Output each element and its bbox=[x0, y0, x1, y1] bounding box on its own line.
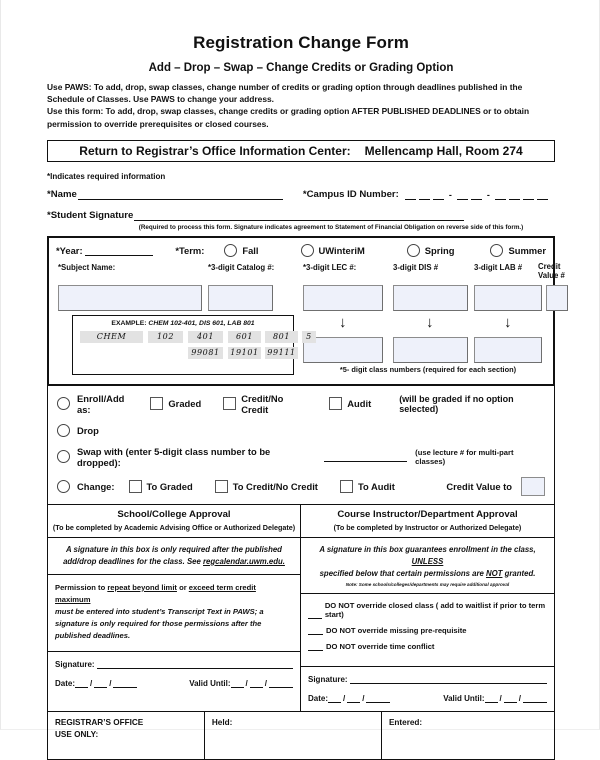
override-blank[interactable] bbox=[308, 610, 322, 619]
change-option-to-audit[interactable] bbox=[340, 480, 395, 493]
enroll-default-note: (will be graded if no option selected) bbox=[399, 393, 514, 414]
radio-icon-swap[interactable] bbox=[57, 450, 70, 463]
enroll-option-credit-no-credit[interactable] bbox=[223, 393, 307, 415]
example-lab-class-number: 99111 bbox=[265, 347, 298, 359]
school-approval-header bbox=[48, 505, 300, 538]
column-header-dis: 3-digit DIS # bbox=[393, 262, 439, 272]
id-digit[interactable] bbox=[523, 190, 534, 200]
override-label: DO NOT override closed class ( add to waitlist if prior to term start) bbox=[324, 600, 546, 619]
example-grid bbox=[78, 331, 312, 365]
override-label: DO NOT override missing pre-requisite bbox=[326, 625, 467, 635]
registrar-office-row bbox=[47, 712, 555, 760]
radio-icon[interactable] bbox=[407, 244, 420, 257]
lec-number-field[interactable] bbox=[303, 285, 383, 311]
radio-icon[interactable] bbox=[224, 244, 237, 257]
school-date-month[interactable] bbox=[75, 679, 88, 688]
example-dis-class-number: 19101 bbox=[228, 347, 261, 359]
permission-text-part3: must be entered into student’s Transcript Text in PAWS; a signature is only required for those permissions after the published deadlines. bbox=[55, 607, 264, 641]
campus-id-input[interactable] bbox=[405, 190, 548, 200]
name-input[interactable] bbox=[78, 189, 283, 200]
enroll-add-row bbox=[57, 393, 545, 415]
instructor-valid-year[interactable] bbox=[523, 694, 547, 703]
registrar-return-label: Return to Registrar’s Office Information Center: bbox=[79, 143, 351, 158]
checkbox-icon[interactable] bbox=[129, 480, 142, 493]
override-closed-class-option[interactable] bbox=[308, 601, 547, 619]
down-arrow-icon: ↓ bbox=[426, 313, 434, 331]
instructor-valid-until-label: Valid Until: bbox=[443, 693, 485, 703]
column-header-subject: *Subject Name: bbox=[58, 262, 116, 272]
id-digit[interactable] bbox=[537, 190, 548, 200]
instructor-signature-area: Signature: Date: / / Valid Until: / / bbox=[301, 667, 554, 711]
checkbox-icon[interactable] bbox=[329, 397, 342, 410]
lab-class-number-field[interactable] bbox=[474, 337, 542, 363]
id-dash: - bbox=[448, 189, 452, 200]
action-block bbox=[47, 386, 555, 505]
change-row bbox=[57, 477, 545, 496]
example-dis: 601 bbox=[228, 331, 261, 343]
example-lec-class-number: 99081 bbox=[188, 347, 223, 359]
term-option-label: Summer bbox=[508, 244, 546, 256]
registrar-use-only-line2: USE ONLY: bbox=[55, 729, 99, 739]
down-arrow-icon: ↓ bbox=[339, 313, 347, 331]
term-option-label: Fall bbox=[242, 244, 259, 256]
instruction-paws-text: To add, drop, swap classes, change number of credits or grading option through deadlines published in the Schedule of Classes. Use PAWS to change your address. bbox=[47, 82, 523, 105]
dis-number-field[interactable] bbox=[393, 285, 468, 311]
instructor-approval-column bbox=[301, 505, 554, 711]
campus-id-label: *Campus ID Number: bbox=[302, 188, 399, 200]
school-signature-label: Signature: bbox=[55, 659, 95, 669]
change-option-label: To Audit bbox=[357, 480, 395, 492]
credit-value-to-field[interactable] bbox=[521, 477, 545, 496]
radio-icon-drop[interactable] bbox=[57, 424, 70, 437]
school-valid-month[interactable] bbox=[231, 679, 244, 688]
school-valid-year[interactable] bbox=[269, 679, 293, 688]
override-label: DO NOT override time conflict bbox=[326, 641, 435, 651]
radio-icon[interactable] bbox=[490, 244, 503, 257]
term-option-fall[interactable] bbox=[224, 244, 258, 257]
school-valid-until-label: Valid Until: bbox=[189, 678, 231, 688]
swap-note: (use lecture # for multi-part classes) bbox=[415, 447, 514, 466]
override-blank[interactable] bbox=[308, 642, 323, 651]
form-sheet bbox=[47, 0, 565, 760]
credit-value-to-label: Credit Value to bbox=[446, 480, 512, 492]
enroll-add-label: Enroll/Add as: bbox=[77, 392, 125, 415]
registrar-held-label: Held: bbox=[211, 717, 233, 727]
instructor-italic-line1: A signature in this box guarantees enrollment in the class, bbox=[319, 544, 536, 554]
radio-icon-enroll-add[interactable] bbox=[57, 397, 70, 410]
id-digit[interactable] bbox=[433, 190, 444, 200]
instructor-approval-title: Course Instructor/Department Approval bbox=[337, 508, 518, 520]
school-date-label: Date: bbox=[55, 678, 76, 688]
registrar-entered-label: Entered: bbox=[388, 717, 423, 727]
school-approval-italic-line1: A signature in this box is only required after the published bbox=[66, 544, 282, 554]
example-title bbox=[78, 320, 288, 327]
example-catalog: 102 bbox=[148, 331, 183, 343]
enroll-option-audit[interactable] bbox=[329, 397, 371, 410]
class-number-note: *5- digit class numbers (required for each section) bbox=[339, 364, 517, 374]
instructor-signature-input[interactable] bbox=[350, 674, 547, 684]
change-option-label: To Graded bbox=[146, 480, 193, 492]
instruction-paws-lead: Use PAWS: bbox=[47, 82, 92, 92]
course-entry-block bbox=[47, 236, 565, 386]
credit-value-field[interactable] bbox=[546, 285, 568, 311]
checkbox-icon[interactable] bbox=[150, 397, 163, 410]
instructor-italic-line3: granted. bbox=[502, 568, 536, 578]
instructor-approval-subtitle: (To be completed by Instructor or Authorized Delegate) bbox=[333, 522, 522, 532]
instructor-date-day[interactable] bbox=[347, 694, 360, 703]
enroll-option-label: Graded bbox=[168, 398, 202, 410]
column-header-lab: 3-digit LAB # bbox=[474, 262, 523, 272]
term-option-uwinterim[interactable] bbox=[301, 244, 365, 257]
term-label: *Term: bbox=[175, 244, 205, 256]
term-option-summer[interactable] bbox=[490, 244, 546, 257]
change-option-to-credit-no-credit[interactable] bbox=[215, 480, 318, 493]
term-option-label: UWinteriM bbox=[318, 244, 365, 256]
term-option-label: Spring bbox=[424, 244, 455, 256]
instructor-signature-label: Signature: bbox=[308, 674, 348, 684]
column-header-credit-value: Credit Value # bbox=[538, 261, 565, 280]
credit-value-to-group bbox=[446, 477, 545, 496]
enroll-option-label: Credit/No Credit bbox=[241, 392, 284, 415]
drop-row bbox=[57, 424, 545, 437]
instructor-approval-instructions bbox=[301, 538, 554, 594]
change-option-to-graded[interactable] bbox=[129, 480, 193, 493]
page-subtitle: Add – Drop – Swap – Change Credits or Grading Option bbox=[148, 62, 454, 74]
instructor-date-year[interactable] bbox=[366, 694, 390, 703]
example-box bbox=[72, 315, 312, 375]
radio-icon-change[interactable] bbox=[57, 480, 70, 493]
radio-icon[interactable] bbox=[301, 244, 314, 257]
school-approval-title: School/College Approval bbox=[117, 508, 231, 520]
instructor-date-label: Date: bbox=[308, 693, 329, 703]
override-blank[interactable] bbox=[308, 626, 323, 635]
drop-label: Drop bbox=[77, 424, 99, 436]
registrar-entered-cell[interactable] bbox=[382, 712, 554, 759]
required-info-note: *Indicates required information bbox=[47, 171, 166, 181]
id-dash: - bbox=[486, 189, 490, 200]
approvals-section bbox=[47, 505, 555, 712]
instruction-form-text: To add, drop, swap classes, change credits or grading option AFTER PUBLISHED DEADLINES or to obtain permission to override prerequisites or closed courses. bbox=[47, 106, 530, 129]
instructor-valid-day[interactable] bbox=[504, 694, 517, 703]
signature-disclaimer: (Required to process this form. Signature indicates agreement to Statement of Financial Obligation on reverse side of this form.) bbox=[138, 223, 524, 231]
course-grid-headers bbox=[56, 261, 565, 285]
name-and-id-row bbox=[47, 189, 555, 200]
name-label: *Name bbox=[47, 188, 77, 200]
registrar-return-bar bbox=[47, 140, 555, 162]
example-credit: 5 bbox=[302, 331, 316, 343]
change-label: Change: bbox=[77, 480, 115, 492]
instruction-form-lead: Use this form: bbox=[47, 106, 104, 117]
id-digit[interactable] bbox=[419, 190, 430, 200]
checkbox-icon[interactable] bbox=[223, 397, 236, 410]
school-approval-instructions bbox=[48, 538, 300, 575]
school-date-year[interactable] bbox=[113, 679, 137, 688]
instructions bbox=[47, 81, 555, 130]
instructor-approval-header bbox=[301, 505, 554, 538]
instructor-valid-month[interactable] bbox=[485, 694, 498, 703]
id-digit[interactable] bbox=[457, 190, 468, 200]
student-signature-input[interactable] bbox=[134, 210, 464, 221]
override-prerequisite-option[interactable] bbox=[308, 626, 547, 635]
example-subject: CHEM bbox=[80, 331, 143, 343]
instructor-additional-approval-note: Note: Some schools/colleges/departments may require additional approval bbox=[345, 581, 510, 587]
school-approval-italic-line2: add/drop deadlines for the class. See bbox=[63, 556, 204, 566]
subject-name-field[interactable] bbox=[58, 285, 202, 311]
swap-label: Swap with (enter 5-digit class number to be dropped): bbox=[77, 445, 271, 468]
id-digit[interactable] bbox=[495, 190, 506, 200]
year-input[interactable] bbox=[85, 245, 154, 256]
example-title-text: CHEM 102-401, DIS 601, LAB 801 bbox=[148, 319, 255, 327]
example-lab: 801 bbox=[265, 331, 298, 343]
term-row bbox=[56, 244, 546, 257]
override-options-group bbox=[301, 594, 554, 667]
school-signature-input[interactable] bbox=[97, 659, 293, 669]
lab-number-field[interactable] bbox=[474, 285, 542, 311]
id-digit[interactable] bbox=[471, 190, 482, 200]
dis-class-number-field[interactable] bbox=[393, 337, 468, 363]
checkbox-icon[interactable] bbox=[340, 480, 353, 493]
school-approval-subtitle: (To be completed by Academic Advising Office or Authorized Delegate) bbox=[52, 522, 296, 532]
change-option-label: To Credit/No Credit bbox=[232, 480, 318, 492]
column-header-lec: *3-digit LEC #: bbox=[303, 262, 357, 272]
enroll-option-label: Audit bbox=[347, 398, 372, 410]
year-label: *Year: bbox=[56, 244, 83, 256]
school-valid-day[interactable] bbox=[250, 679, 263, 688]
permission-text-part1: Permission to bbox=[55, 582, 108, 592]
instructor-unless-emphasis: UNLESS bbox=[411, 556, 444, 566]
registrar-use-only-cell bbox=[48, 712, 205, 759]
school-college-approval-column bbox=[48, 505, 301, 711]
checkbox-icon[interactable] bbox=[215, 480, 228, 493]
course-grid bbox=[56, 285, 546, 377]
term-option-spring[interactable] bbox=[407, 244, 455, 257]
instructor-italic-line2: specified below that certain permissions are bbox=[319, 568, 486, 578]
permission-exceed-credit-max: exceed term credit maximum bbox=[55, 582, 256, 605]
instructor-not-emphasis: NOT bbox=[485, 568, 503, 578]
id-digit[interactable] bbox=[509, 190, 520, 200]
school-date-day[interactable] bbox=[94, 679, 107, 688]
id-digit[interactable] bbox=[405, 190, 416, 200]
registrar-hall-location: Mellencamp Hall, Room 274 bbox=[364, 143, 523, 158]
down-arrow-icon: ↓ bbox=[504, 313, 512, 331]
permission-text-part2: or bbox=[176, 582, 189, 592]
column-header-catalog: *3-digit Catalog #: bbox=[208, 262, 275, 272]
enroll-option-graded[interactable] bbox=[150, 397, 201, 410]
catalog-number-field[interactable] bbox=[208, 285, 273, 311]
swap-class-number-input[interactable] bbox=[324, 451, 408, 462]
school-approval-signature-area: Signature: Date: / / Valid Until: / / bbox=[48, 652, 300, 696]
permission-repeat-beyond-limit: repeat beyond limit bbox=[107, 582, 177, 592]
swap-row bbox=[57, 446, 545, 468]
registrar-use-only-line1: REGISTRAR’S OFFICE bbox=[55, 717, 144, 727]
regcalendar-link[interactable]: regcalendar.uwm.edu. bbox=[203, 556, 285, 566]
instructor-date-month[interactable] bbox=[328, 694, 341, 703]
student-signature-row bbox=[47, 210, 555, 221]
example-lec: 401 bbox=[188, 331, 223, 343]
student-signature-label: *Student Signature bbox=[47, 209, 134, 221]
page-title: Registration Change Form bbox=[193, 33, 409, 52]
override-time-conflict-option[interactable] bbox=[308, 642, 547, 651]
example-label: EXAMPLE: bbox=[111, 319, 147, 327]
school-approval-permission-note bbox=[48, 575, 300, 652]
registrar-held-cell[interactable] bbox=[205, 712, 382, 759]
